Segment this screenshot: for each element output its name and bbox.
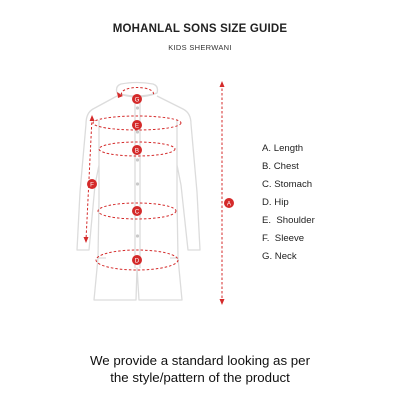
page-title: MOHANLAL SONS SIZE GUIDE [112, 23, 288, 35]
sherwani-outline [77, 83, 200, 301]
marker-c [132, 206, 142, 216]
footer-note [0, 352, 400, 386]
svg-text:E: E [134, 122, 140, 130]
svg-text:G: G [134, 96, 140, 104]
svg-text:F: F [90, 181, 94, 189]
legend-neck: G. Neck [262, 251, 297, 262]
legend-chest: B. Chest [262, 161, 299, 172]
marker-f [87, 179, 97, 189]
marker-d [132, 255, 142, 265]
svg-text:A: A [226, 200, 232, 208]
legend-length: A. Length [262, 143, 304, 154]
marker-e [132, 120, 142, 130]
legend-sleeve: F. Sleeve [262, 233, 305, 244]
marker-b [132, 145, 142, 155]
neck-line [122, 88, 154, 95]
svg-text:B: B [134, 147, 140, 155]
marker-a [224, 198, 234, 208]
legend-hip: D. Hip [262, 197, 289, 208]
page-subtitle: KIDS SHERWANI [168, 43, 232, 52]
measurement-arrows [84, 81, 225, 305]
measurement-legend [262, 140, 315, 266]
measurement-lines [86, 84, 222, 302]
svg-text:C: C [134, 208, 140, 216]
svg-text:D: D [134, 257, 140, 265]
footer-line-1: We provide a standard looking as per [89, 353, 311, 368]
collar [117, 83, 158, 97]
legend-stomach: C. Stomach [262, 179, 313, 190]
legend-shoulder: E. Shoulder [262, 215, 315, 226]
marker-g [132, 94, 142, 104]
footer-line-2: the style/pattern of the product [110, 370, 290, 385]
